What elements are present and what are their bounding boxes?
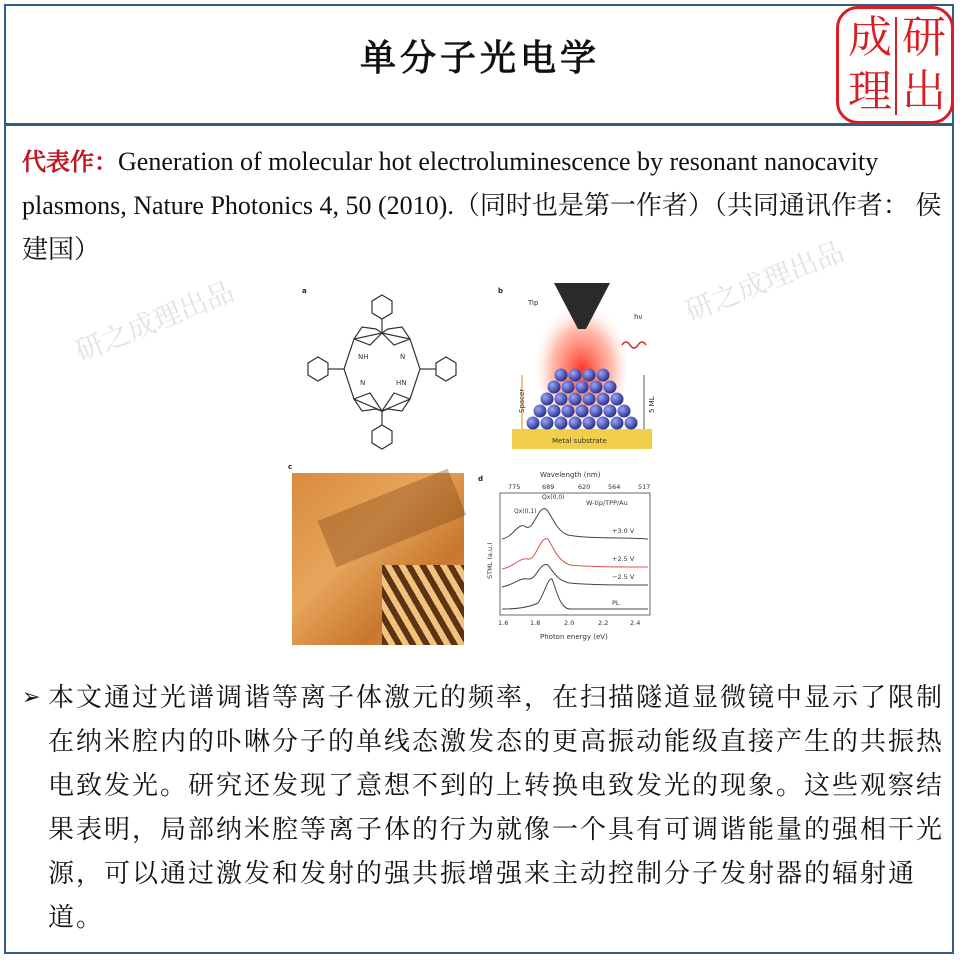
molecule-sphere xyxy=(569,393,582,406)
photon-label: hν xyxy=(634,313,643,321)
page-title: 单分子光电学 xyxy=(359,38,600,79)
curve-label: PL xyxy=(612,599,620,607)
watermark: 研之成理出品 xyxy=(70,274,239,369)
spectra-plot xyxy=(478,469,664,647)
summary-bullet xyxy=(22,676,944,940)
bottom-axis-label: Photon energy (eV) xyxy=(540,633,608,641)
watermark: 研之成理出品 xyxy=(680,234,849,329)
molecule-sphere xyxy=(569,369,582,382)
molecule-sphere xyxy=(604,405,617,418)
curve-label: +3.0 V xyxy=(612,527,635,535)
molecule-sphere xyxy=(576,381,589,394)
molecule-sphere xyxy=(555,393,568,406)
molecule-sphere xyxy=(534,405,547,418)
molecule-sphere xyxy=(576,405,589,418)
panel-b-letter: b xyxy=(498,287,504,295)
seal-char: 研 xyxy=(902,12,946,63)
representative-work-label: 代表作： xyxy=(22,148,118,176)
peak-label: Qx(0,1) xyxy=(514,508,537,515)
representative-work xyxy=(22,140,944,272)
molecule-sphere xyxy=(611,393,624,406)
citation-text: Generation of molecular hot electroluminescence by resonant nanocavity plasmons, Nature Photonics 4, 50 (2010).（同时也是第一作者）（共同通讯作者： 侯建国） xyxy=(22,147,942,264)
panel-a-letter: a xyxy=(302,287,307,295)
molecule-sphere xyxy=(597,369,610,382)
porphyrin-structure xyxy=(292,287,472,457)
top-tick: 564 xyxy=(608,483,621,491)
bottom-tick: 1.8 xyxy=(530,619,541,627)
molecule-sphere xyxy=(527,417,540,430)
panel-d-letter: d xyxy=(478,475,484,483)
molecule-sphere xyxy=(625,417,638,430)
curve-label: −2.5 V xyxy=(612,573,635,581)
nanocavity-schematic xyxy=(494,283,664,461)
legend-label: W-tip/TPP/Au xyxy=(586,499,628,507)
molecule-sphere xyxy=(548,405,561,418)
molecule-sphere xyxy=(555,369,568,382)
top-tick: 620 xyxy=(578,483,591,491)
molecule-sphere xyxy=(611,417,624,430)
molecule-sphere xyxy=(583,417,596,430)
seal-char: 成 xyxy=(848,12,892,63)
bottom-tick: 1.6 xyxy=(498,619,509,627)
substrate-label: Metal substrate xyxy=(552,437,607,445)
peak-label: Qx(0,0) xyxy=(542,494,565,501)
bottom-tick: 2.0 xyxy=(564,619,575,627)
seal-char: 理 xyxy=(848,66,892,117)
spacer-label: Spacer xyxy=(518,388,526,413)
molecule-sphere xyxy=(548,381,561,394)
bullet-arrow-icon: ➢ xyxy=(22,685,43,710)
top-tick: 517 xyxy=(638,483,651,491)
stm-step-edge xyxy=(318,469,467,568)
curve-plus2-5v xyxy=(502,539,648,569)
molecule-sphere xyxy=(583,393,596,406)
atom-label: NH xyxy=(358,353,369,361)
molecule-sphere xyxy=(583,369,596,382)
atom-label: HN xyxy=(396,379,407,387)
curve-label: +2.5 V xyxy=(612,555,635,563)
molecule-sphere xyxy=(569,417,582,430)
molecule-sphere xyxy=(604,381,617,394)
seal-char: 出 xyxy=(902,66,946,117)
panel-c-letter: c xyxy=(288,463,293,471)
molecule-sphere xyxy=(590,405,603,418)
stm-inset-image xyxy=(382,565,464,645)
stm-image xyxy=(292,473,464,645)
molecule-sphere xyxy=(541,393,554,406)
top-axis-label: Wavelength (nm) xyxy=(540,471,601,479)
ylabel: STML (a.u.) xyxy=(486,542,494,579)
atom-label: N xyxy=(360,379,366,387)
molecule-sphere xyxy=(618,405,631,418)
paper-figure xyxy=(288,283,666,649)
top-tick: 775 xyxy=(508,483,521,491)
atom-label: N xyxy=(400,353,406,361)
molecule-sphere xyxy=(562,405,575,418)
tip-label: Tip xyxy=(528,299,539,307)
bottom-tick: 2.2 xyxy=(598,619,609,627)
molecule-sphere xyxy=(590,381,603,394)
molecule-sphere xyxy=(597,393,610,406)
layers-label: 5 ML xyxy=(648,396,656,413)
molecule-sphere xyxy=(555,417,568,430)
molecule-sphere xyxy=(562,381,575,394)
summary-text: 本文通过光谱调谐等离子体激元的频率，在扫描隧道显微镜中显示了限制在纳米腔内的卟啉分子的单线态激发态的更高振动能级直接产生的共振热电致发光。研究还发现了意想不到的上转换电致发光的现象。这些观察结果表明，局部纳米腔等离子体的行为就像一个具有可调谐能量的强相干光源，可以通过激发和发射的强共振增强来主动控制分子发射器的辐射通道。 xyxy=(48,683,945,933)
molecule-sphere xyxy=(541,417,554,430)
top-tick: 689 xyxy=(542,483,555,491)
molecule-sphere xyxy=(597,417,610,430)
seal-logo xyxy=(836,6,954,124)
bottom-tick: 2.4 xyxy=(630,619,641,627)
